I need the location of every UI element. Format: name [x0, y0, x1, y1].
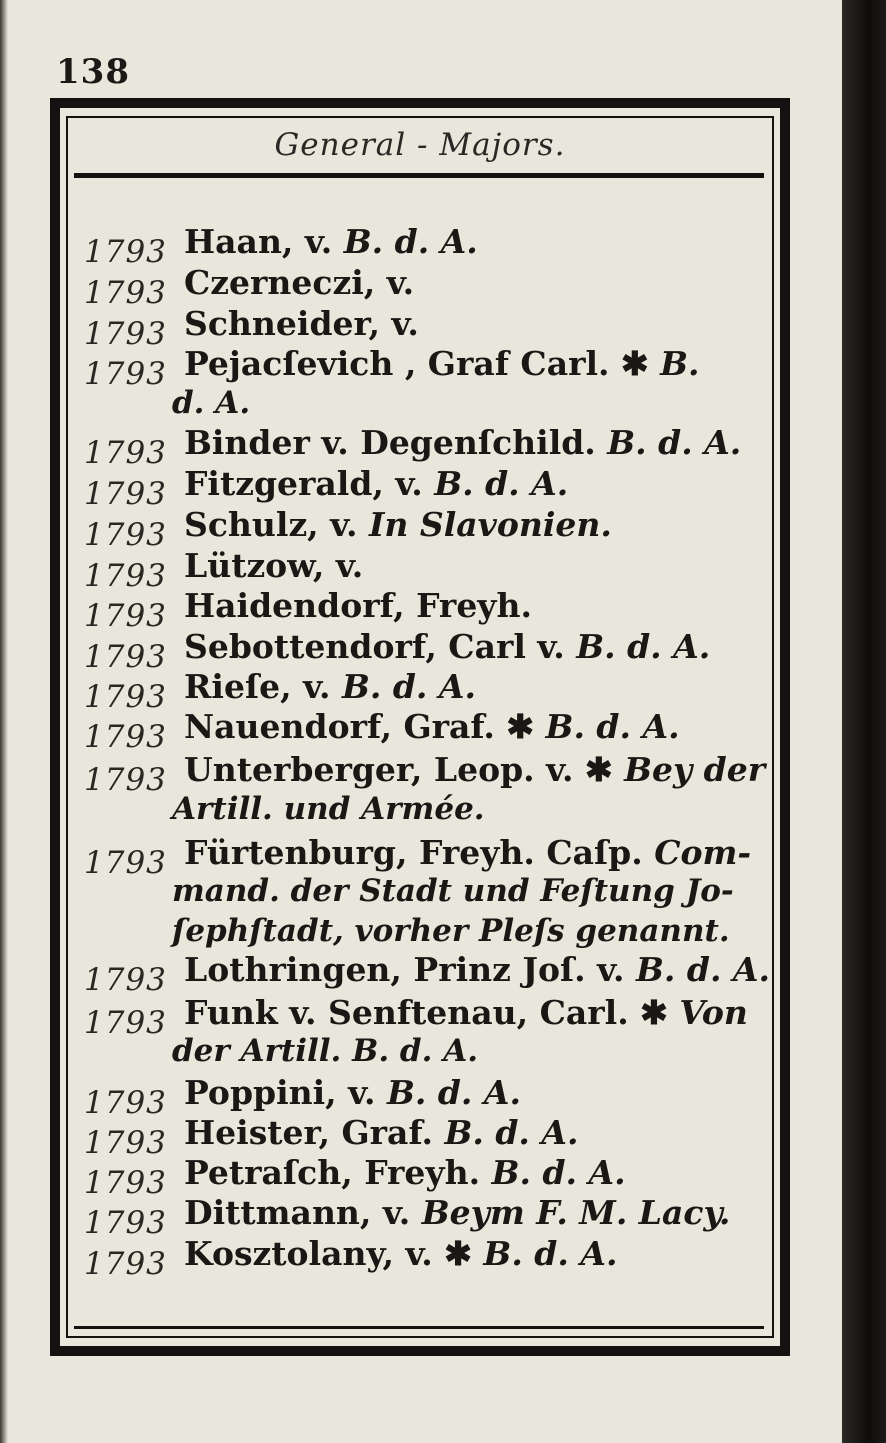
entry-text: Petraſch, Freyh. — [184, 1153, 492, 1192]
entry-line — [184, 1153, 626, 1192]
entry-note: B. d. A. — [576, 627, 711, 666]
entry-year: 1793 — [84, 517, 167, 553]
entry-note: B. d. A. — [343, 222, 478, 261]
entry-note: Bey der — [624, 750, 766, 789]
entry-year: 1793 — [84, 679, 167, 715]
entry-year: 1793 — [84, 639, 167, 675]
entry-year: 1793 — [84, 762, 167, 798]
entry-continuation: mand. der Stadt und Feſtung Jo- — [172, 873, 734, 909]
entry-line — [184, 1073, 521, 1112]
entry-year: 1793 — [84, 558, 167, 594]
entry-line — [184, 546, 363, 585]
entry-year: 1793 — [84, 1165, 167, 1201]
entry-text: Lothringen, Prinz Joſ. v. — [184, 950, 636, 989]
entry-year: 1793 — [84, 435, 167, 471]
entry-year: 1793 — [84, 719, 167, 755]
entry-text: Funk v. Senftenau, Carl. ✱ — [184, 993, 680, 1032]
entry-text: Lützow, v. — [184, 546, 364, 585]
entry-line — [184, 222, 478, 261]
entry-line — [184, 586, 532, 625]
entry-line — [184, 1234, 617, 1273]
entry-year: 1793 — [84, 234, 167, 270]
entry-line — [184, 344, 700, 383]
entry-note: B. d. A. — [341, 667, 476, 706]
entry-text: Czerneczi, v. — [184, 263, 415, 302]
entry-text: Heister, Graf. — [184, 1113, 445, 1152]
entry-year: 1793 — [84, 845, 167, 881]
entry-line — [184, 750, 765, 789]
entry-line — [184, 304, 419, 343]
entry-note: B. d. A. — [491, 1153, 626, 1192]
entry-note: B. d. A. — [483, 1234, 618, 1273]
entry-text: Fitzgerald, v. — [184, 464, 435, 503]
entry-text: Schulz, v. — [184, 505, 369, 544]
section-title: General - Majors. — [274, 127, 566, 163]
entry-text: Rieſe, v. — [184, 667, 342, 706]
entry-text: Unterberger, Leop. v. ✱ — [184, 750, 625, 789]
entry-line — [184, 993, 748, 1032]
entry-line — [184, 263, 414, 302]
entry-text: Schneider, v. — [184, 304, 419, 343]
entry-note: B. d. A. — [444, 1113, 579, 1152]
entry-note: Von — [679, 993, 748, 1032]
entry-note: B. d. A. — [434, 464, 569, 503]
entry-line — [184, 707, 680, 746]
entry-line — [184, 505, 612, 544]
entry-text: Nauendorf, Graf. ✱ — [184, 707, 546, 746]
entry-continuation: ſephſtadt, vorher Pleſs genannt. — [172, 913, 730, 949]
entry-year: 1793 — [84, 1125, 167, 1161]
entry-year: 1793 — [84, 598, 167, 634]
entry-note: B. d. A. — [636, 950, 771, 989]
entry-text: Kosztolany, v. ✱ — [184, 1234, 484, 1273]
entry-continuation: Artill. und Armée. — [172, 791, 485, 827]
entry-line — [184, 833, 751, 872]
entry-line — [184, 423, 741, 462]
entry-year: 1793 — [84, 275, 167, 311]
entry-line — [184, 667, 476, 706]
entry-text: Haan, v. — [184, 222, 344, 261]
entry-text: Sebottendorf, Carl v. — [184, 627, 577, 666]
entry-continuation: der Artill. B. d. A. — [172, 1033, 479, 1069]
entry-year: 1793 — [84, 1246, 167, 1282]
entry-text: Poppini, v. — [184, 1073, 387, 1112]
entry-note: B. d. A. — [545, 707, 680, 746]
entry-text: Fürtenburg, Freyh. Caſp. — [184, 833, 655, 872]
entry-year: 1793 — [84, 476, 167, 512]
entry-line — [184, 950, 770, 989]
page-number: 138 — [56, 52, 130, 92]
entry-year: 1793 — [84, 356, 167, 392]
entry-line — [184, 627, 710, 666]
entry-line — [184, 1193, 730, 1232]
entry-note: B. — [660, 344, 700, 383]
entry-note: B. d. A. — [386, 1073, 521, 1112]
entry-year: 1793 — [84, 1005, 167, 1041]
book-gutter — [842, 0, 886, 1443]
entry-text: Haidendorf, Freyh. — [184, 586, 532, 625]
entry-note: Com- — [654, 833, 752, 872]
entry-line — [184, 464, 568, 503]
entry-year: 1793 — [84, 1085, 167, 1121]
entry-note: In Slavonien. — [369, 505, 612, 544]
entry-note: B. d. A. — [607, 423, 742, 462]
entry-continuation: d. A. — [172, 385, 251, 421]
entry-year: 1793 — [84, 316, 167, 352]
entry-year: 1793 — [84, 962, 167, 998]
entry-text: Binder v. Degenſchild. — [184, 423, 608, 462]
entry-year: 1793 — [84, 1205, 167, 1241]
entry-note: Beym F. M. Lacy. — [421, 1193, 731, 1232]
entry-line — [184, 1113, 578, 1152]
entry-text: Dittmann, v. — [184, 1193, 422, 1232]
entry-text: Pejacſevich , Graf Carl. ✱ — [184, 344, 661, 383]
